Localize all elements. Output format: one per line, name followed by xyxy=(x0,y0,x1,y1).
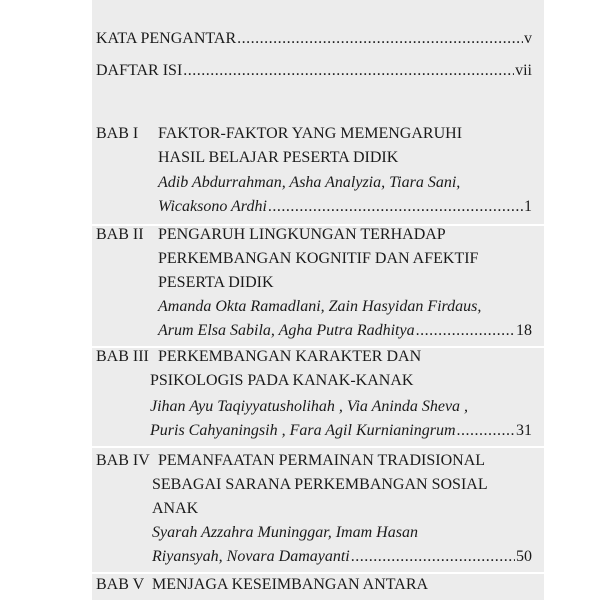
toc-entry-page: v xyxy=(524,30,532,47)
chapter-authors-line: Puris Cahyaningsih , Fara Agil Kurnianingrum xyxy=(150,422,456,439)
chapter-page: 50 xyxy=(516,548,532,565)
chapter-authors-line-with-page xyxy=(158,196,532,218)
chapter-label: BAB IV xyxy=(96,452,150,469)
leader-dots xyxy=(183,60,514,82)
toc-entry-title: KATA PENGANTAR xyxy=(96,30,237,47)
chapter-page: 1 xyxy=(524,198,532,215)
table-of-contents-page xyxy=(92,0,544,600)
leader-dots xyxy=(268,196,523,218)
chapter-title-line: FAKTOR-FAKTOR YANG MEMENGARUHI xyxy=(158,125,463,142)
chapter-title-line: PESERTA DIDIK xyxy=(158,274,274,291)
chapter-title-line: PERKEMBANGAN KARAKTER DAN xyxy=(158,348,422,365)
chapter-authors-line: Jihan Ayu Taqiyyatusholihah , Via Aninda Sheva , xyxy=(150,398,469,415)
chapter-page: 31 xyxy=(516,422,532,439)
leader-dots xyxy=(457,420,515,442)
leader-dots xyxy=(351,546,515,568)
chapter-title-line: MENJAGA KESEIMBANGAN ANTARA xyxy=(152,576,429,593)
chapter-authors-line: Arum Elsa Sabila, Agha Putra Radhitya xyxy=(158,322,415,339)
toc-entry-page: vii xyxy=(515,62,532,79)
toc-entry-title: DAFTAR ISI xyxy=(96,62,183,79)
chapter-authors-line-with-page xyxy=(158,320,532,342)
left-margin xyxy=(0,0,92,600)
chapter-page: 18 xyxy=(516,322,532,339)
chapter-title-line: ANAK xyxy=(152,500,199,517)
leader-dots xyxy=(237,28,523,50)
chapter-authors-line-with-page xyxy=(152,546,532,568)
toc-entry-daftar-isi[interactable] xyxy=(96,60,532,82)
chapter-label: BAB V xyxy=(96,576,145,593)
chapter-authors-line: Amanda Okta Ramadlani, Zain Hasyidan Firdaus, xyxy=(158,298,482,315)
chapter-title-line: PERKEMBANGAN KOGNITIF DAN AFEKTIF xyxy=(158,250,479,267)
chapter-authors-line-with-page xyxy=(150,420,532,442)
chapter-title-line: PEMANFAATAN PERMAINAN TRADISIONAL xyxy=(158,452,486,469)
toc-entry-kata-pengantar[interactable] xyxy=(96,28,532,50)
chapter-title-line: HASIL BELAJAR PESERTA DIDIK xyxy=(158,149,399,166)
chapter-label: BAB II xyxy=(96,226,144,243)
chapter-authors-line: Riyansyah, Novara Damayanti xyxy=(152,548,350,565)
chapter-authors-line: Syarah Azzahra Muninggar, Imam Hasan xyxy=(152,524,418,541)
divider xyxy=(92,446,544,448)
chapter-title-line: PSIKOLOGIS PADA KANAK-KANAK xyxy=(150,372,414,389)
right-margin xyxy=(544,0,600,600)
chapter-label: BAB III xyxy=(96,348,149,365)
leader-dots xyxy=(416,320,515,342)
chapter-authors-line: Wicaksono Ardhi xyxy=(158,198,267,215)
chapter-label: BAB I xyxy=(96,125,139,142)
chapter-title-line: SEBAGAI SARANA PERKEMBANGAN SOSIAL xyxy=(152,476,488,493)
chapter-authors-line: Adib Abdurrahman, Asha Analyzia, Tiara Sani, xyxy=(158,174,461,191)
chapter-title-line: PENGARUH LINGKUNGAN TERHADAP xyxy=(158,226,446,243)
